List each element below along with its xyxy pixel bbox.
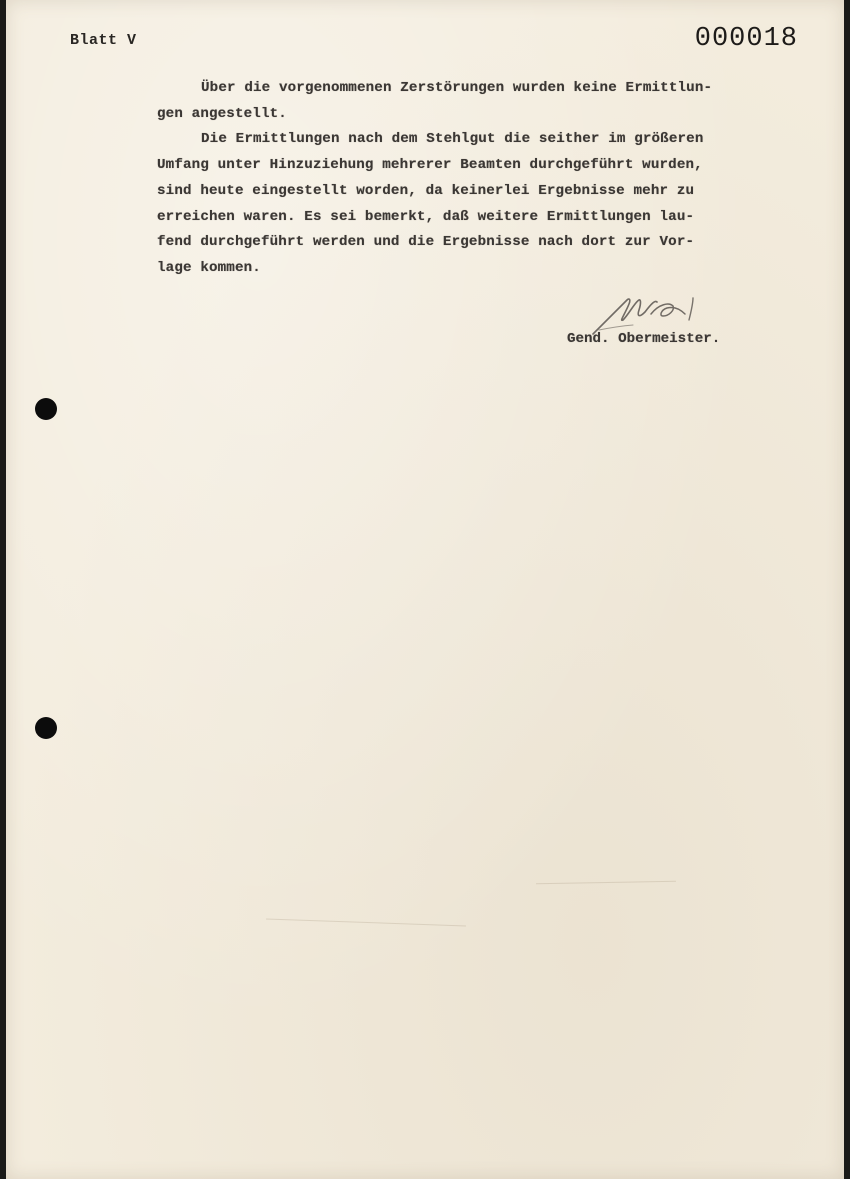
signer-title: Gend. Obermeister. (567, 331, 721, 347)
paragraph-2-line-4: erreichen waren. Es sei bemerkt, daß weitere Ermittlungen lau- (157, 208, 695, 225)
paper-crease (536, 881, 676, 884)
paragraph-2-line-3: sind heute eingestellt worden, da keinerlei Ergebnisse mehr zu (157, 182, 695, 199)
page-number: 000018 (694, 24, 798, 54)
signature-stroke-3 (689, 298, 693, 320)
signature-stroke-2 (651, 304, 685, 316)
paragraph-2-line-6: lage kommen. (157, 259, 261, 276)
punch-hole (35, 717, 57, 739)
paragraph-1-line-1: Über die vorgenommenen Zerstörungen wurden keine Ermittlun- (201, 80, 713, 96)
signature-stroke-4 (599, 325, 633, 330)
paragraph-1-line-2: gen angestellt. (157, 105, 287, 122)
paragraph-2-line-2: Umfang unter Hinzuziehung mehrerer Beamten durchgeführt wurden, (157, 157, 703, 174)
sheet-label: Blatt V (70, 32, 137, 49)
paragraph-2-line-1: Die Ermittlungen nach dem Stehlgut die seither im größeren (201, 131, 704, 148)
paper-crease (266, 919, 466, 927)
punch-hole (35, 398, 57, 420)
paragraph-2-line-5: fend durchgeführt werden und die Ergebnisse nach dort zur Vor- (157, 234, 695, 251)
document-page (6, 0, 844, 1179)
document-body (157, 76, 817, 282)
